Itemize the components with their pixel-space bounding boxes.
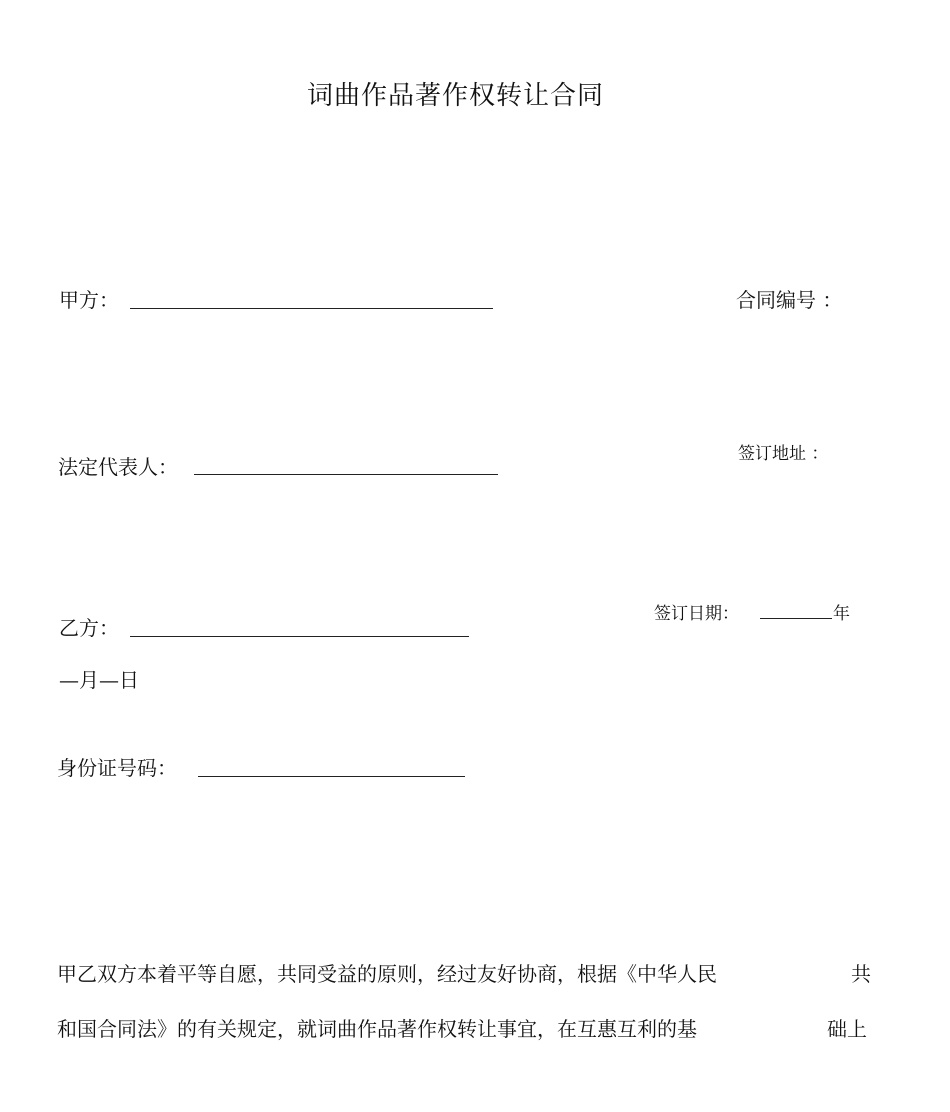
id-number-blank-line [198,776,465,777]
sign-date-year-char: 年 [833,604,850,624]
party-b-blank-line [130,636,469,637]
party-a-blank-line [130,308,493,309]
sign-place-label: 签订地址 ： [738,444,829,464]
legal-representative-blank-line [194,474,498,475]
body-line-2: 和国合同法》的有关规定，就词曲作品著作权转让事宜，在互惠互利的基 [57,1017,697,1041]
sign-date-year-blank [760,604,832,619]
month-day-line: —月—日 [59,668,139,692]
contract-number-label: 合同编号 ： [736,288,843,312]
sign-date-row [654,603,850,625]
party-b-label: 乙方： [59,616,119,640]
id-number-label: 身份证号码： [57,756,177,780]
legal-representative-label: 法定代表人： [58,455,178,479]
document-title: 词曲作品著作权转让合同 [307,81,605,111]
body-line-1-end: 共 [851,962,871,986]
party-a-label: 甲方： [59,288,119,312]
body-line-2-end: 础上 [827,1017,867,1041]
body-line-1: 甲乙双方本着平等自愿，共同受益的原则，经过友好协商，根据《中华人民 [57,962,717,986]
sign-date-label: 签订日期： [654,604,739,624]
